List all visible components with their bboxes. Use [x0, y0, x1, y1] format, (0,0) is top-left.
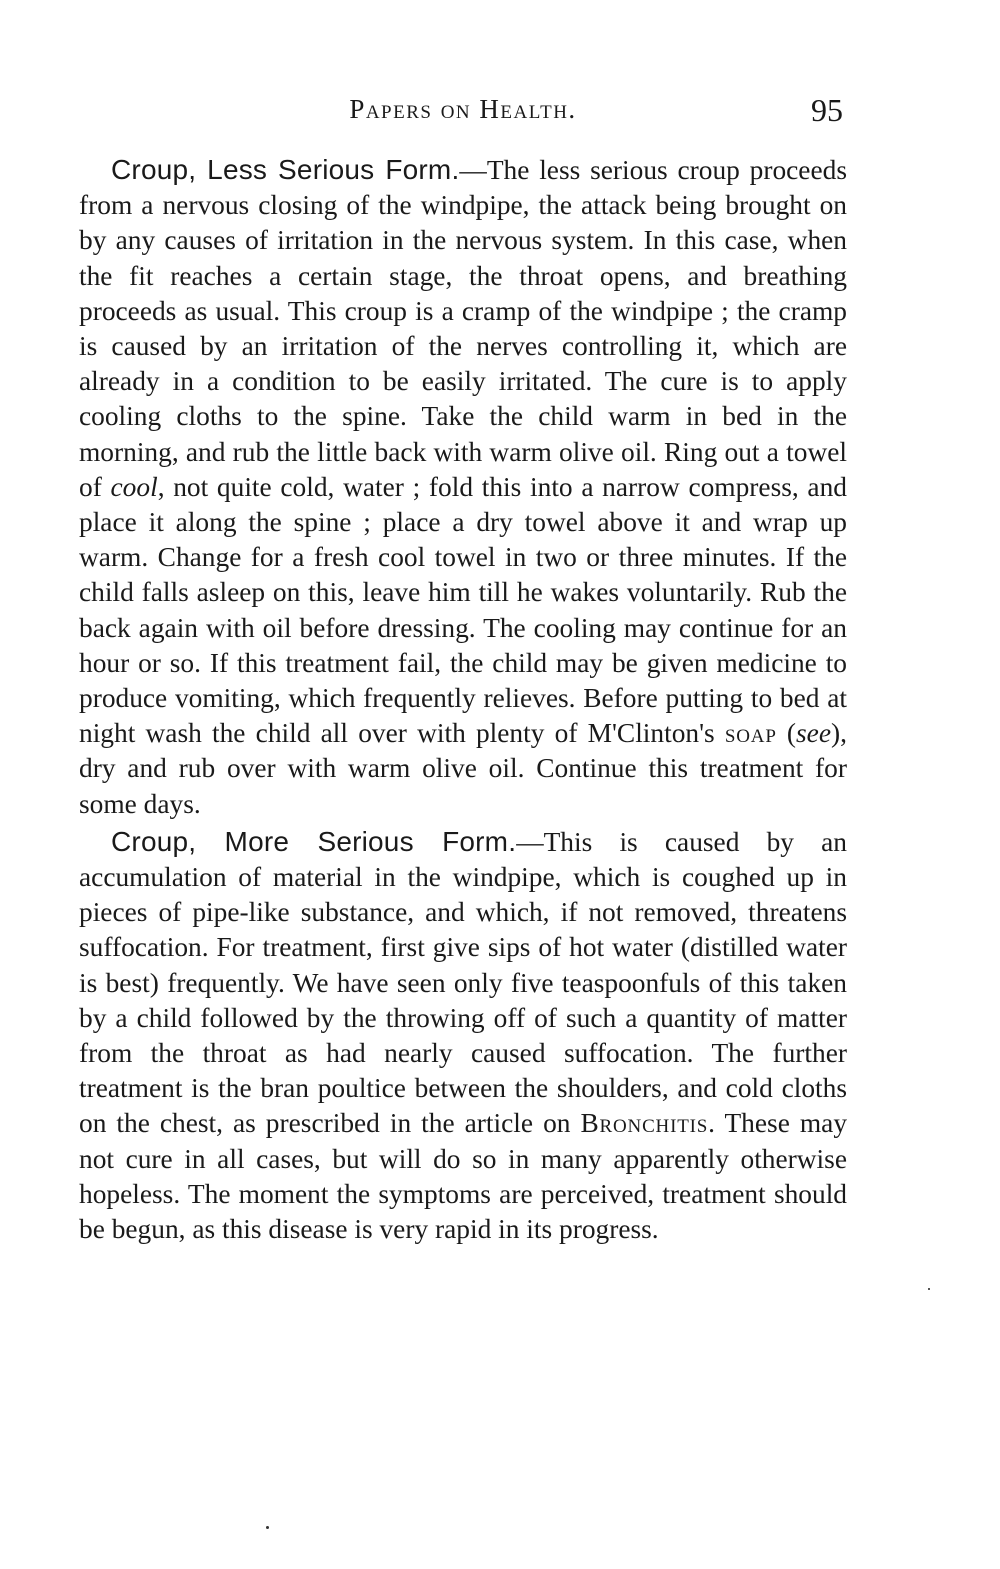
body-text: The less serious croup proceeds from a nervous closing of the windpipe, the attack being brought on by any causes of irritation in the nervous system. In this case, when the fit reaches a certain stage, the throat opens, and breathing proceeds as usual. This croup is a cramp of the windpipe ; the cramp is caused by an irritation of the nerves controlling it, which are already in a condition to be easily irritated. The cure is to apply cooling cloths to the spine. Take the child warm in bed in the morning, and rub the little back with warm olive oil. Ring out a towel of [79, 155, 847, 502]
body-text: ( [776, 718, 797, 749]
body-text: . These may not cure in all cases, but will do so in many apparently otherwise hopeless. The moment the symptoms are perceived, treatment should be begun, as this disease is very rapid in its progress. [79, 1108, 848, 1245]
section-heading-more-serious: Croup, More Serious Form. [111, 825, 517, 857]
bronchitis-reference: Bronchitis [580, 1108, 709, 1139]
heading-dash: — [516, 826, 544, 857]
soap-reference: soap [724, 718, 777, 749]
ink-speck [266, 1526, 269, 1529]
body-text: , not quite cold, water ; fold this into a narrow compress, and place it along the spine ; place a dry towel above it and wrap up warm. Change for a fresh cool towel in two or three minutes. If the child falls asleep on this, leave him till he wakes voluntarily. Rub the back again with oil before dressing. The cooling may continue for an hour or so. If this treatment fail, the child may be given medicine to produce vomiting, which frequently relieves. Before putting to bed at night wash the child all over with plenty of M'Clinton's [79, 471, 847, 749]
section-heading-less-serious: Croup, Less Serious Form. [111, 154, 460, 185]
margin-speck [928, 1288, 930, 1290]
paragraph-croup-more-serious [79, 824, 847, 1247]
emphasis-text: cool [110, 471, 158, 502]
body-text: ), dry and rub over with warm olive oil. Continue this treatment for some days. [79, 718, 847, 819]
running-title: Papers on Health. [349, 94, 577, 124]
paragraph-croup-less-serious [79, 152, 847, 822]
body-text: This is caused by an accumulation of material in the windpipe, which is coughed up in pieces of pipe-like substance, and which, if not removed, threatens suffocation. For treatment, first give sips of hot water (distilled water is best) frequently. We have seen only five teaspoonfuls of this taken by a child followed by the throwing off of such a quantity of matter from the throat as had nearly caused suffocation. The further treatment is the bran poultice between the shoulders, and cold cloths on the chest, as prescribed in the article on [79, 826, 847, 1139]
book-page [79, 90, 847, 1249]
running-header [79, 90, 847, 134]
heading-dash: — [459, 155, 487, 185]
see-reference: see [796, 718, 831, 749]
page-number: 95 [811, 92, 843, 128]
